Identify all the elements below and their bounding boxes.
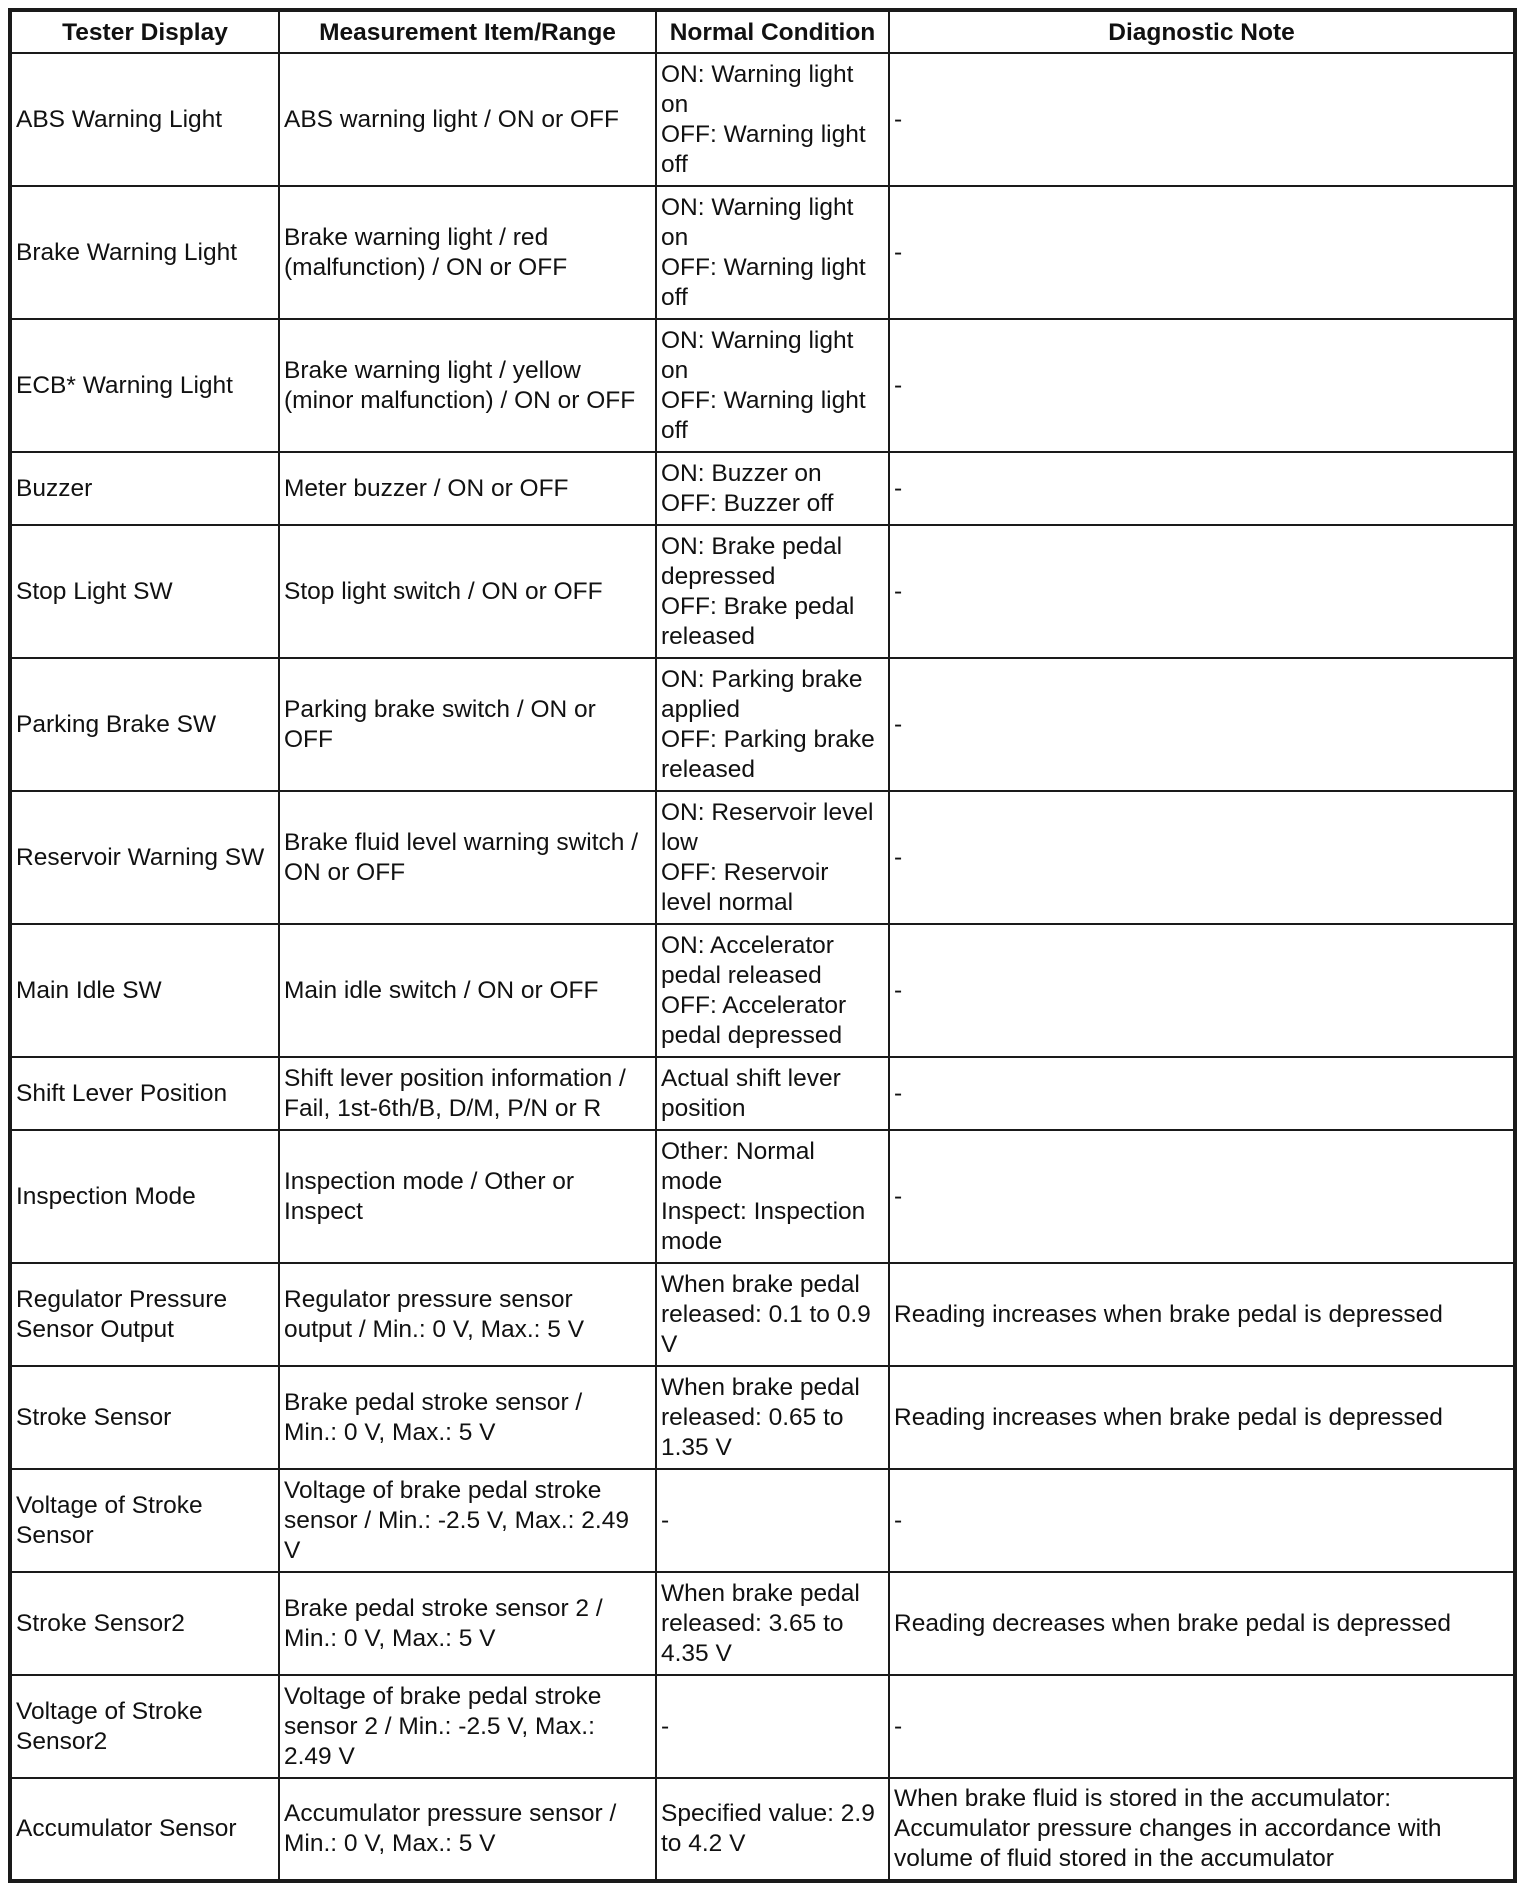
- cell-normal-condition: Specified value: 2.9 to 4.2 V: [656, 1778, 889, 1881]
- table-row: [10, 186, 1515, 319]
- cell-diagnostic-note: Reading decreases when brake pedal is depressed: [889, 1572, 1515, 1675]
- cell-normal-condition: When brake pedal released: 0.1 to 0.9 V: [656, 1263, 889, 1366]
- cell-diagnostic-note: -: [889, 924, 1515, 1057]
- cell-measurement-item: Voltage of brake pedal stroke sensor 2 / Min.: -2.5 V, Max.: 2.49 V: [279, 1675, 656, 1778]
- cell-normal-condition: ON: Warning light on OFF: Warning light off: [656, 53, 889, 186]
- header-measurement-item: Measurement Item/Range: [279, 10, 656, 53]
- cell-diagnostic-note: -: [889, 53, 1515, 186]
- cell-measurement-item: Brake pedal stroke sensor / Min.: 0 V, Max.: 5 V: [279, 1366, 656, 1469]
- cell-tester-display: Parking Brake SW: [10, 658, 279, 791]
- cell-tester-display: ABS Warning Light: [10, 53, 279, 186]
- cell-measurement-item: Brake warning light / red (malfunction) / ON or OFF: [279, 186, 656, 319]
- cell-normal-condition: ON: Parking brake applied OFF: Parking brake released: [656, 658, 889, 791]
- table-row: [10, 1263, 1515, 1366]
- table-row: [10, 1572, 1515, 1675]
- cell-tester-display: Voltage of Stroke Sensor2: [10, 1675, 279, 1778]
- cell-normal-condition: When brake pedal released: 0.65 to 1.35 V: [656, 1366, 889, 1469]
- cell-normal-condition: ON: Buzzer on OFF: Buzzer off: [656, 452, 889, 525]
- table-row: [10, 658, 1515, 791]
- cell-tester-display: ECB* Warning Light: [10, 319, 279, 452]
- cell-tester-display: Shift Lever Position: [10, 1057, 279, 1130]
- cell-measurement-item: Main idle switch / ON or OFF: [279, 924, 656, 1057]
- cell-measurement-item: Accumulator pressure sensor / Min.: 0 V, Max.: 5 V: [279, 1778, 656, 1881]
- table-row: [10, 452, 1515, 525]
- cell-measurement-item: Brake pedal stroke sensor 2 / Min.: 0 V, Max.: 5 V: [279, 1572, 656, 1675]
- header-diagnostic-note: Diagnostic Note: [889, 10, 1515, 53]
- table-row: [10, 525, 1515, 658]
- cell-measurement-item: Voltage of brake pedal stroke sensor / Min.: -2.5 V, Max.: 2.49 V: [279, 1469, 656, 1572]
- cell-tester-display: Stop Light SW: [10, 525, 279, 658]
- cell-normal-condition: -: [656, 1469, 889, 1572]
- cell-tester-display: Brake Warning Light: [10, 186, 279, 319]
- cell-measurement-item: Inspection mode / Other or Inspect: [279, 1130, 656, 1263]
- cell-tester-display: Stroke Sensor: [10, 1366, 279, 1469]
- cell-normal-condition: When brake pedal released: 3.65 to 4.35 V: [656, 1572, 889, 1675]
- cell-normal-condition: ON: Brake pedal depressed OFF: Brake pedal released: [656, 525, 889, 658]
- cell-measurement-item: Shift lever position information / Fail, 1st-6th/B, D/M, P/N or R: [279, 1057, 656, 1130]
- cell-diagnostic-note: When brake fluid is stored in the accumulator: Accumulator pressure changes in accordance with volume of fluid stored in the accumulator: [889, 1778, 1515, 1881]
- cell-measurement-item: Brake warning light / yellow (minor malfunction) / ON or OFF: [279, 319, 656, 452]
- table-row: [10, 319, 1515, 452]
- cell-diagnostic-note: -: [889, 525, 1515, 658]
- header-normal-condition: Normal Condition: [656, 10, 889, 53]
- table-row: [10, 1469, 1515, 1572]
- header-tester-display: Tester Display: [10, 10, 279, 53]
- cell-measurement-item: ABS warning light / ON or OFF: [279, 53, 656, 186]
- cell-tester-display: Main Idle SW: [10, 924, 279, 1057]
- cell-diagnostic-note: -: [889, 791, 1515, 924]
- cell-tester-display: Voltage of Stroke Sensor: [10, 1469, 279, 1572]
- cell-diagnostic-note: -: [889, 658, 1515, 791]
- cell-diagnostic-note: -: [889, 1675, 1515, 1778]
- table-row: [10, 924, 1515, 1057]
- cell-measurement-item: Meter buzzer / ON or OFF: [279, 452, 656, 525]
- cell-tester-display: Inspection Mode: [10, 1130, 279, 1263]
- cell-normal-condition: ON: Warning light on OFF: Warning light off: [656, 186, 889, 319]
- cell-tester-display: Stroke Sensor2: [10, 1572, 279, 1675]
- data-list-table: [8, 8, 1517, 1883]
- cell-normal-condition: ON: Warning light on OFF: Warning light off: [656, 319, 889, 452]
- cell-tester-display: Accumulator Sensor: [10, 1778, 279, 1881]
- cell-diagnostic-note: -: [889, 1469, 1515, 1572]
- cell-tester-display: Buzzer: [10, 452, 279, 525]
- table-row: [10, 1057, 1515, 1130]
- table-row: [10, 1675, 1515, 1778]
- cell-tester-display: Regulator Pressure Sensor Output: [10, 1263, 279, 1366]
- cell-measurement-item: Brake fluid level warning switch / ON or OFF: [279, 791, 656, 924]
- cell-diagnostic-note: -: [889, 1057, 1515, 1130]
- data-list-sheet: [8, 8, 1517, 1883]
- table-row: [10, 1366, 1515, 1469]
- cell-diagnostic-note: Reading increases when brake pedal is depressed: [889, 1263, 1515, 1366]
- table-row: [10, 1778, 1515, 1881]
- header-row: [10, 10, 1515, 53]
- cell-diagnostic-note: -: [889, 186, 1515, 319]
- cell-tester-display: Reservoir Warning SW: [10, 791, 279, 924]
- cell-measurement-item: Parking brake switch / ON or OFF: [279, 658, 656, 791]
- cell-measurement-item: Regulator pressure sensor output / Min.: 0 V, Max.: 5 V: [279, 1263, 656, 1366]
- cell-diagnostic-note: -: [889, 319, 1515, 452]
- cell-measurement-item: Stop light switch / ON or OFF: [279, 525, 656, 658]
- table-row: [10, 1130, 1515, 1263]
- cell-normal-condition: Actual shift lever position: [656, 1057, 889, 1130]
- cell-normal-condition: Other: Normal mode Inspect: Inspection mode: [656, 1130, 889, 1263]
- cell-normal-condition: ON: Reservoir level low OFF: Reservoir level normal: [656, 791, 889, 924]
- cell-diagnostic-note: Reading increases when brake pedal is depressed: [889, 1366, 1515, 1469]
- table-row: [10, 791, 1515, 924]
- table-row: [10, 53, 1515, 186]
- cell-diagnostic-note: -: [889, 452, 1515, 525]
- cell-diagnostic-note: -: [889, 1130, 1515, 1263]
- cell-normal-condition: -: [656, 1675, 889, 1778]
- cell-normal-condition: ON: Accelerator pedal released OFF: Accelerator pedal depressed: [656, 924, 889, 1057]
